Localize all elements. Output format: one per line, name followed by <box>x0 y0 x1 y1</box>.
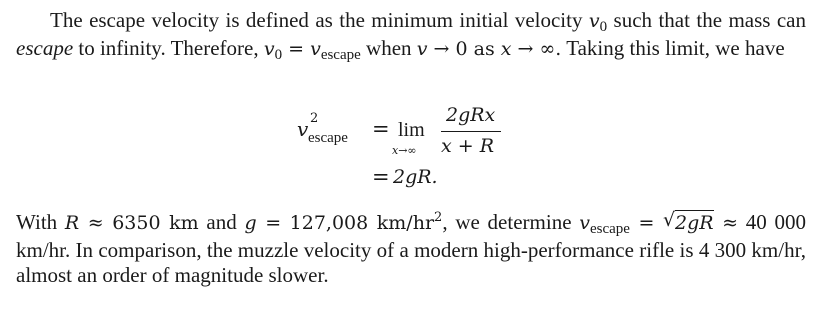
lhs-vescape-squared: v 2 escape <box>297 111 348 146</box>
equals-sign-1: = <box>372 117 390 141</box>
paragraph-comparison <box>16 210 806 288</box>
var-v0: $v_0$ <box>588 10 608 35</box>
var-vescape: $v_{escape}$ <box>310 38 361 63</box>
equals-sign-2: = <box>372 165 390 189</box>
fraction-numerator: 2gRx <box>446 104 496 126</box>
var-g: g <box>244 212 257 234</box>
equation-result: 2gR. <box>393 166 438 188</box>
text-run: The escape velocity is defined as the minimum initial velocity <box>50 8 589 32</box>
text-run: and <box>198 210 245 234</box>
var-x: x <box>500 38 512 60</box>
fraction-denominator: x + R <box>441 135 495 157</box>
limit-condition: → 0 as <box>427 38 501 60</box>
var-vescape-2: $v_{escape}$ <box>579 212 630 237</box>
text-run: , we determine <box>442 210 580 234</box>
text-run: such that the mass can <box>607 8 807 32</box>
equals-sign: = <box>282 38 311 60</box>
approx-sign: ≈ <box>713 212 739 234</box>
var-R: R <box>64 212 80 234</box>
text-run: With <box>16 210 65 234</box>
fraction-bar <box>441 131 501 132</box>
equals-sign-3: = <box>629 212 663 234</box>
text-run: Taking this limit, we have <box>561 36 785 60</box>
text-run: when <box>360 36 417 60</box>
radius-value: ≈ 6350 km <box>79 212 199 234</box>
infinity-condition: → ∞. <box>511 38 562 60</box>
var-v: v <box>416 38 428 60</box>
limit-operator: lim <box>398 119 425 141</box>
limit-subscript: x→∞ <box>392 144 417 157</box>
emphasis-escape: escape <box>16 36 74 60</box>
gravity-value: = 127,008 $km/hr^2$ <box>256 210 443 234</box>
text-run: 40 000 km/hr. In comparison, the muzzle velocity of a modern high-performance rifle is 4 300 km/hr, almost an order of magnitude slower. <box>16 210 807 287</box>
var-v0-b: $v_0$ <box>263 38 283 63</box>
square-root: √ 2gR <box>662 209 714 234</box>
text-run: to infinity. Therefore, <box>73 36 264 60</box>
